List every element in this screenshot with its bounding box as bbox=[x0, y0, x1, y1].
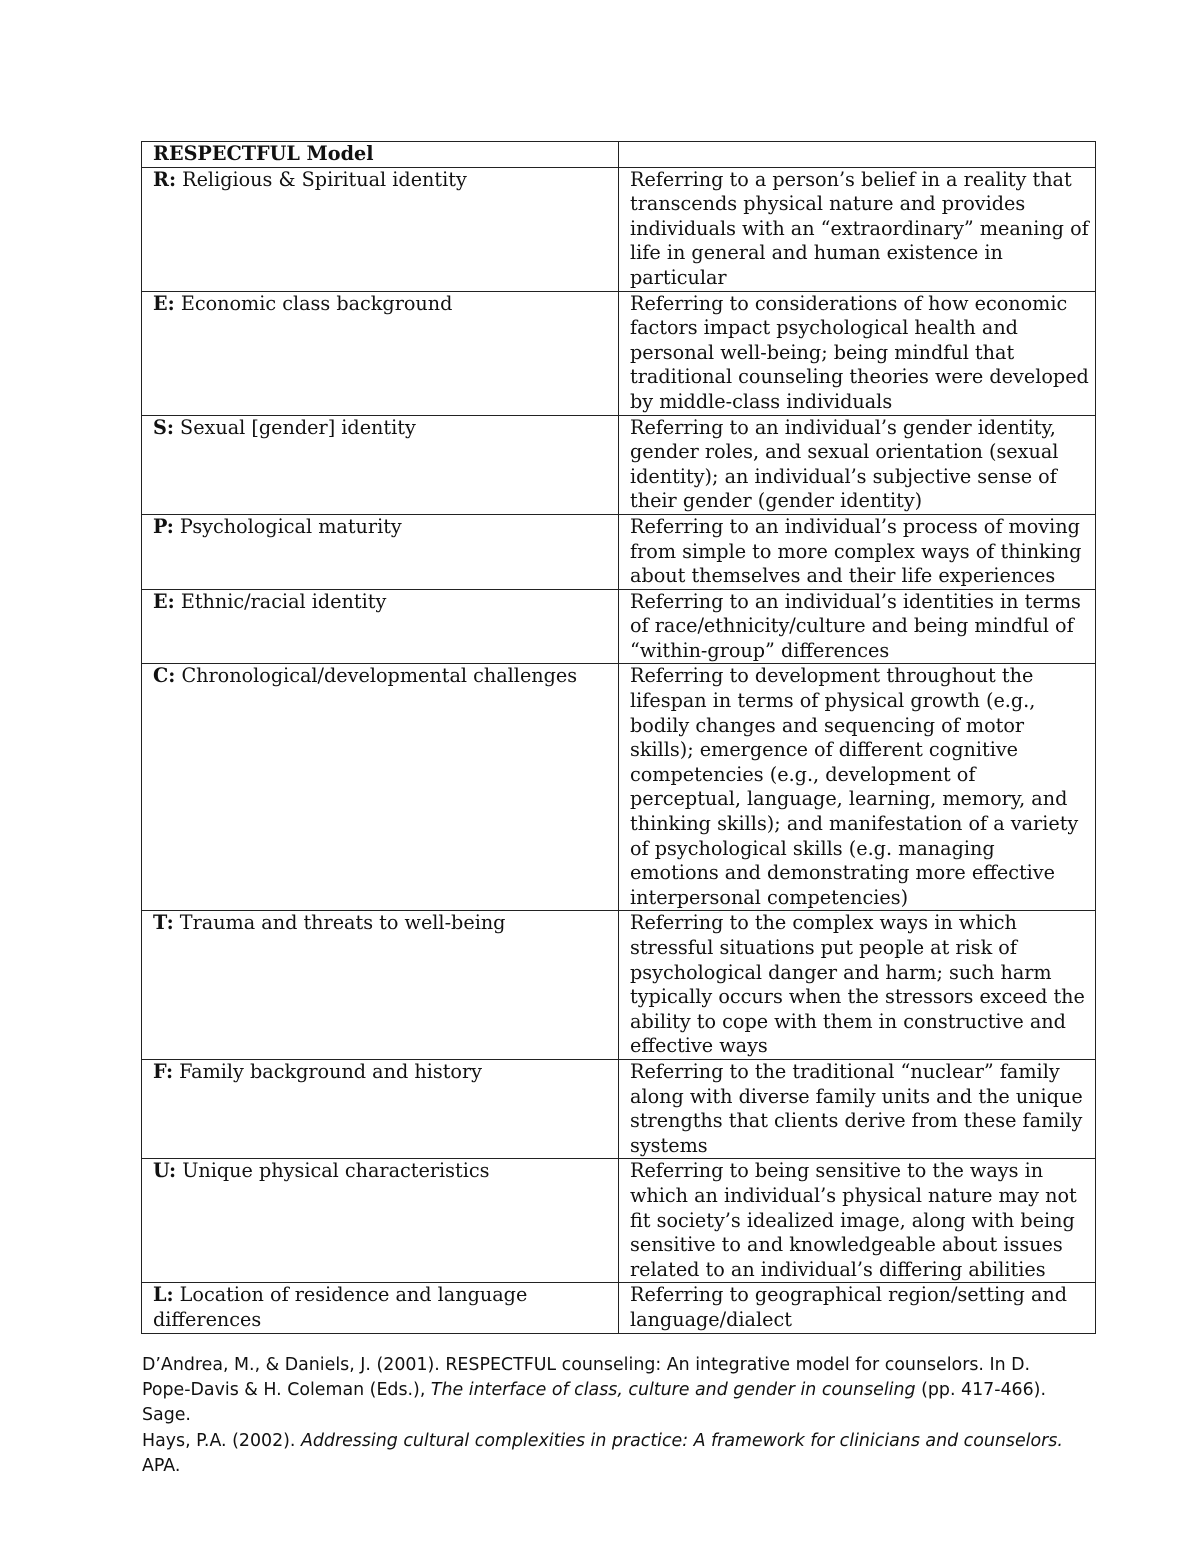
description-cell: Referring to an individual’s process of moving from simple to more complex ways of thinking about themselves and their life experiences bbox=[619, 514, 1096, 589]
description-cell: Referring to geographical region/setting and language/dialect bbox=[619, 1283, 1096, 1333]
table-row bbox=[142, 167, 1096, 291]
description-cell: Referring to the complex ways in which stressful situations put people at risk of psychological danger and harm; such harm typically occurs when the stressors exceed the ability to cope with them in constructive and effective ways bbox=[619, 911, 1096, 1060]
term-text: Sexual [gender] identity bbox=[173, 415, 416, 439]
term-text: Economic class background bbox=[174, 291, 453, 315]
term-letter: R: bbox=[153, 167, 177, 191]
table-row bbox=[142, 514, 1096, 589]
table-row bbox=[142, 1283, 1096, 1333]
description-cell: Referring to an individual’s identities in terms of race/ethnicity/culture and being mindful of “within-group” differences bbox=[619, 589, 1096, 664]
term-text: Trauma and threats to well-being bbox=[173, 911, 506, 935]
description-cell: Referring to the traditional “nuclear” family along with diverse family units and the unique strengths that clients derive from these family systems bbox=[619, 1059, 1096, 1158]
reference-text: D’Andrea, M., & Daniels, J. (2001). RESPECTFUL counseling: An integrative model for counselors. In D. Pope-Davis & H. Coleman (Eds.), bbox=[142, 1355, 1031, 1401]
reference-dandrea bbox=[142, 1353, 1072, 1429]
reference-text: (pp. 417-466). Sage. bbox=[142, 1380, 1046, 1426]
term-cell bbox=[142, 415, 619, 514]
term-text: Chronological/developmental challenges bbox=[175, 664, 578, 688]
term-cell bbox=[142, 1283, 619, 1333]
term-letter: T: bbox=[153, 911, 174, 935]
term-cell bbox=[142, 664, 619, 911]
term-cell bbox=[142, 1059, 619, 1158]
reference-text: APA. bbox=[142, 1455, 181, 1476]
table-row bbox=[142, 589, 1096, 664]
term-letter: C: bbox=[153, 664, 176, 688]
term-letter: S: bbox=[153, 415, 174, 439]
term-text: Religious & Spiritual identity bbox=[176, 167, 467, 191]
term-cell bbox=[142, 589, 619, 664]
table-row bbox=[142, 415, 1096, 514]
term-cell bbox=[142, 514, 619, 589]
term-letter: P: bbox=[153, 514, 174, 538]
table-header-cell: RESPECTFUL Model bbox=[142, 142, 619, 168]
term-text: Location of residence and language differences bbox=[153, 1283, 528, 1331]
term-cell bbox=[142, 291, 619, 415]
term-cell bbox=[142, 1159, 619, 1283]
term-letter: U: bbox=[153, 1159, 177, 1183]
table-header-row bbox=[142, 142, 1096, 168]
references-section bbox=[142, 1353, 1072, 1479]
term-letter: F: bbox=[153, 1059, 174, 1083]
description-cell: Referring to a person’s belief in a reality that transcends physical nature and provides individuals with an “extraordinary” meaning of life in general and human existence in particular bbox=[619, 167, 1096, 291]
term-text: Unique physical characteristics bbox=[176, 1159, 490, 1183]
respectful-model-table bbox=[141, 141, 1096, 1334]
table-row bbox=[142, 664, 1096, 911]
table-row bbox=[142, 1159, 1096, 1283]
table-header-empty-cell bbox=[619, 142, 1096, 168]
table-row bbox=[142, 1059, 1096, 1158]
reference-hays bbox=[142, 1429, 1072, 1479]
term-cell bbox=[142, 167, 619, 291]
description-cell: Referring to development throughout the lifespan in terms of physical growth (e.g., bodily changes and sequencing of motor skills); emergence of different cognitive competencies (e.g., development of perceptual, language, learning, memory, and thinking skills); and manifestation of a variety of psychological skills (e.g. managing emotions and demonstrating more effective interpersonal competencies) bbox=[619, 664, 1096, 911]
term-cell bbox=[142, 911, 619, 1060]
table-row bbox=[142, 291, 1096, 415]
description-cell: Referring to considerations of how economic factors impact psychological health and personal well-being; being mindful that traditional counseling theories were developed by middle-class individuals bbox=[619, 291, 1096, 415]
term-letter: E: bbox=[153, 589, 175, 613]
table-row bbox=[142, 911, 1096, 1060]
term-text: Ethnic/racial identity bbox=[174, 589, 387, 613]
reference-text: Hays, P.A. (2002). bbox=[142, 1430, 301, 1451]
description-cell: Referring to being sensitive to the ways in which an individual’s physical nature may not fit society’s idealized image, along with being sensitive to and knowledgeable about issues related to an individual’s differing abilities bbox=[619, 1159, 1096, 1283]
description-cell: Referring to an individual’s gender identity, gender roles, and sexual orientation (sexual identity); an individual’s subjective sense of their gender (gender identity) bbox=[619, 415, 1096, 514]
term-letter: L: bbox=[153, 1283, 174, 1307]
reference-title: The interface of class, culture and gender in counseling bbox=[430, 1380, 916, 1401]
reference-title: Addressing cultural complexities in practice: A framework for clinicians and counselors. bbox=[300, 1430, 1063, 1451]
term-text: Family background and history bbox=[173, 1059, 482, 1083]
term-letter: E: bbox=[153, 291, 175, 315]
term-text: Psychological maturity bbox=[173, 514, 402, 538]
